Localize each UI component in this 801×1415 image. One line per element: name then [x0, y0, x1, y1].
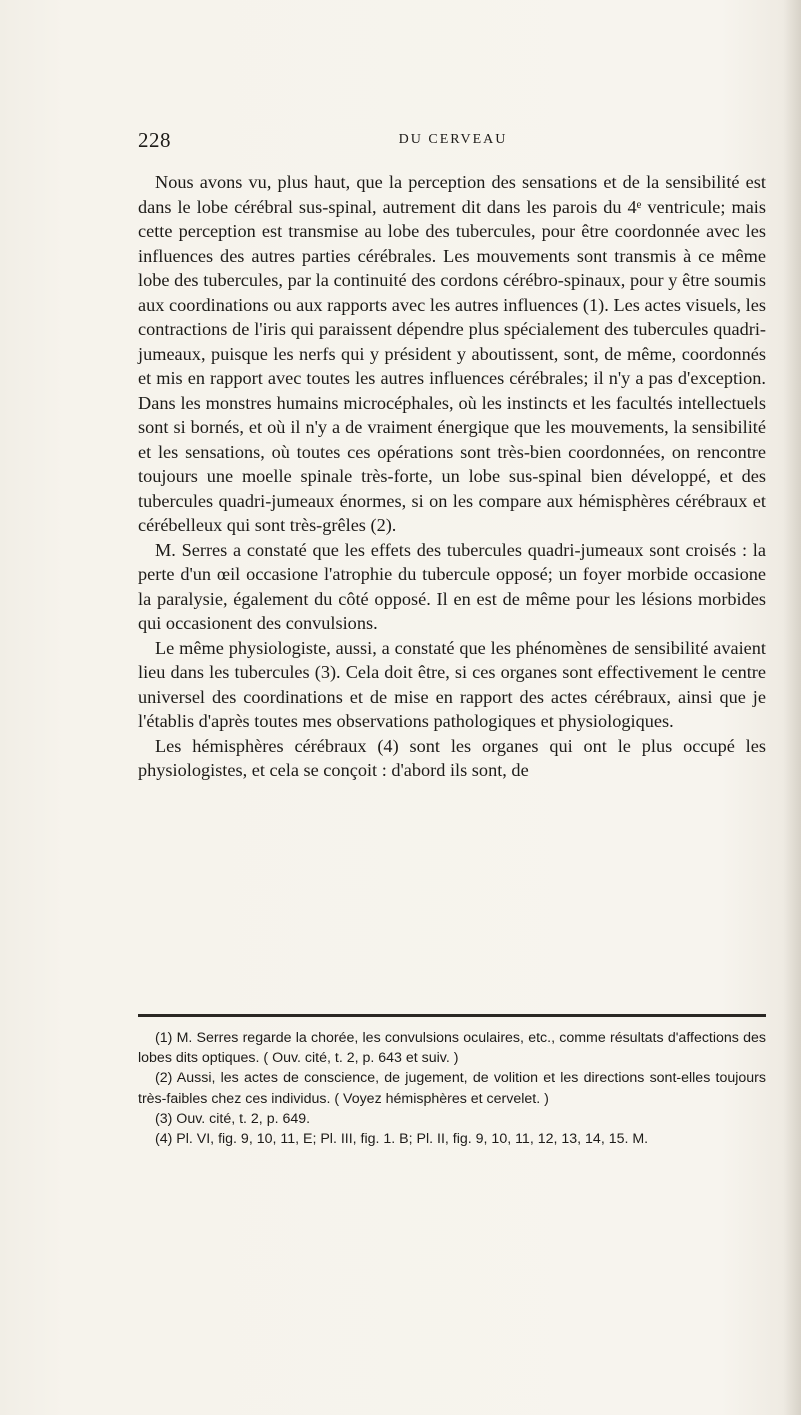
page-number: 228	[138, 128, 171, 152]
footnote: (2) Aussi, les actes de conscience, de jugement, de volition et les directions sont-elles toujours très-faibles chez ces individus. ( Voyez hémisphères et cervelet. )	[138, 1070, 766, 1107]
paragraph: Les hémisphères cérébraux (4) sont les organes qui ont le plus occupé les physiologistes, et cela se conçoit : d'abord ils sont, de	[138, 735, 766, 780]
footnote: (1) M. Serres regarde la chorée, les convulsions oculaires, etc., comme résultats d'affections des lobes dits optiques. ( Ouv. cité, t. 2, p. 643 et suiv. )	[138, 1030, 766, 1067]
page-header	[138, 128, 768, 156]
paragraph: Le même physiologiste, aussi, a constaté que les phénomènes de sensibilité avaient lieu dans les tubercules (3). Cela doit être, si ces organes sont effectivement le centre universel des coordinations et de mise en rapport des actes cérébraux, ainsi que je l'établis d'après toutes mes observations pathologiques et physiologiques.	[138, 637, 766, 731]
paragraph: Nous avons vu, plus haut, que la perception des sensations et de la sensibilité est dans le lobe cérébral sus-spinal, autrement dit dans les parois du 4ᵉ ventricule; mais cette perception est transmise au lobe des tubercules, pour être coordonnée avec les influences des autres parties cérébrales. Les mouvements sont transmis à ce même lobe des tubercules, par la continuité des cordons cérébro-spinaux, pour y être soumis aux coordinations ou aux rapports avec les autres influences (1). Les actes visuels, les contractions de l'iris qui paraissent dépendre plus spécialement des tubercules quadri-jumeaux, puisque les nerfs qui y président y aboutissent, sont, de même, coordonnés et mis en rapport avec toutes les autres influences cérébrales; il n'y a pas d'exception. Dans les monstres humains microcéphales, où les instincts et les facultés intellectuels sont si bornés, et où il n'y a de vraiment énergique que les mouvements, la sensibilité et les sensations, où toutes ces opérations sont très-bien coordonnées, on rencontre toujours une moelle spinale très-forte, un lobe sus-spinal bien développé, et des tubercules quadri-jumeaux énormes, si on les compare aux hémisphères cérébraux et cérébelleux qui sont très-grêles (2).	[138, 172, 766, 535]
footnote: (3) Ouv. cité, t. 2, p. 649.	[155, 1110, 311, 1127]
footnotes	[138, 1028, 766, 1149]
page-edge-shadow	[783, 0, 801, 1415]
footnote: (4) Pl. VI, fig. 9, 10, 11, E; Pl. III, fig. 1. B; Pl. II, fig. 9, 10, 11, 12, 13, 14, 15. M.	[155, 1131, 649, 1148]
footnote-separator	[138, 1014, 766, 1017]
running-head: DU CERVEAU	[398, 132, 508, 147]
paragraph: M. Serres a constaté que les effets des tubercules quadri-jumeaux sont croisés : la perte d'un œil occasione l'atrophie du tubercule opposé; un foyer morbide occasione la paralysie, également du côté opposé. Il en est de même pour les lésions morbides qui occasionent des convulsions.	[138, 539, 766, 633]
main-text	[138, 170, 766, 783]
